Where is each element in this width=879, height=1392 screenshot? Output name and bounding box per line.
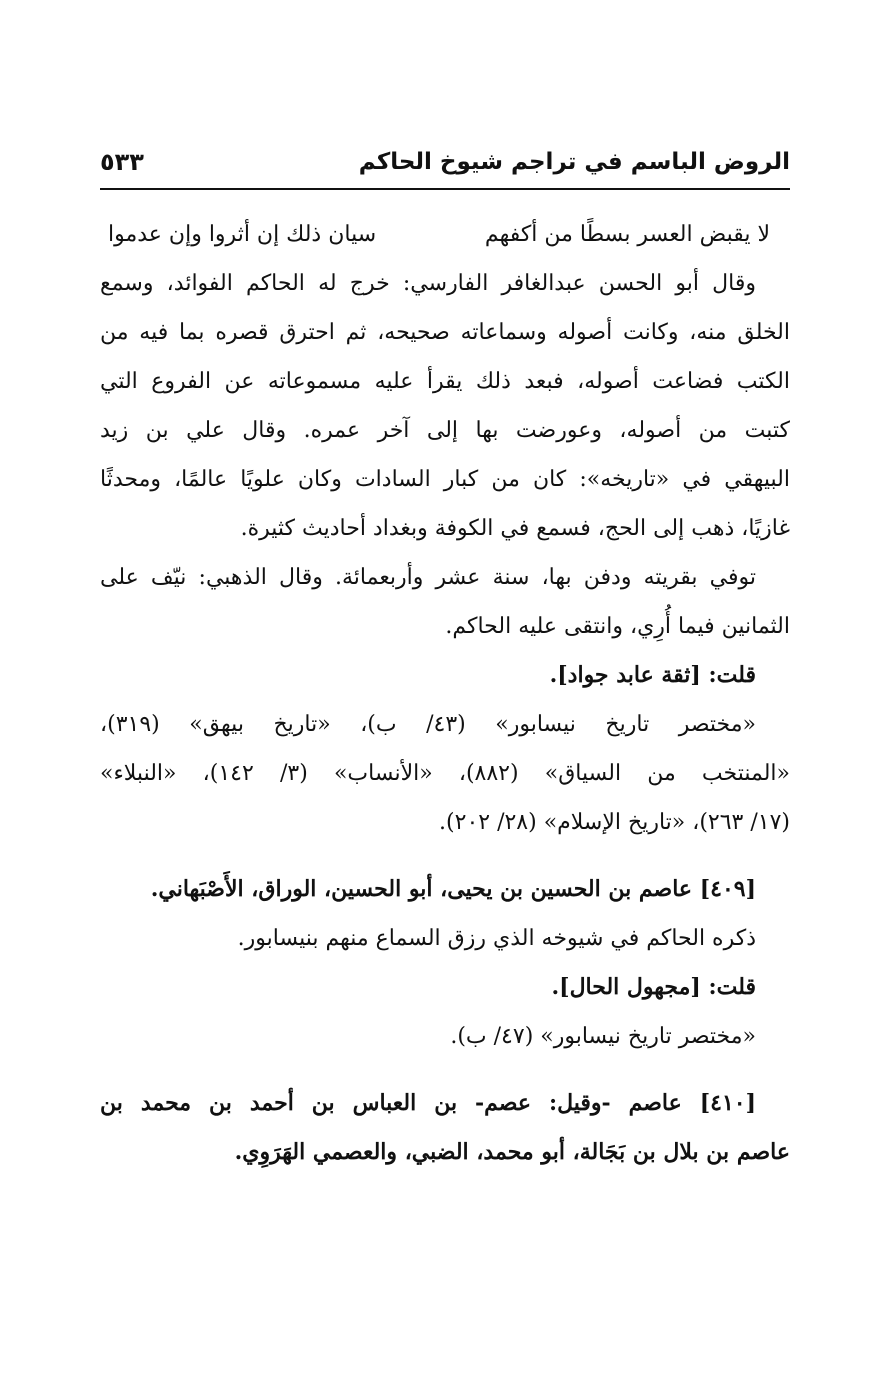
- running-title: الروض الباسم في تراجم شيوخ الحاكم: [358, 149, 790, 175]
- entry-heading: [٤٠٩] عاصم بن الحسين بن يحيى، أبو الحسين، الوراق، الأَصْبَهاني.: [150, 876, 756, 902]
- text-line: كتبت من أصوله، وعورضت بها إلى آخر عمره. وقال علي بن زيد: [100, 418, 790, 443]
- entry-spacer: [100, 847, 790, 865]
- text-line: الخلق منه، وكانت أصوله وسماعاته صحيحه، ثم احترق قصره بما فيه من: [100, 320, 790, 345]
- page-body: [100, 210, 790, 1177]
- text-line: توفي بقريته ودفن بها، سنة عشر وأربعمائة. وقال الذهبي: نيّف على: [100, 565, 756, 590]
- verse-second-hemistich: سيان ذلك إن أثروا وإن عدموا: [108, 222, 377, 247]
- sources-paragraph: [100, 700, 790, 847]
- running-header: [100, 140, 790, 186]
- entry-heading-continued: عاصم بن بلال بن بَجَالة، أبو محمد، الضبي، والعصمي الهَرَوِي.: [234, 1139, 790, 1165]
- verdict-line: قلت: [مجهول الحال].: [551, 974, 756, 1000]
- text-line: الثمانين فيما أُرِي، وانتقى عليه الحاكم.: [445, 614, 790, 639]
- text-line: وقال أبو الحسن عبدالغافر الفارسي: خرج له الحاكم الفوائد، وسمع: [100, 271, 756, 296]
- entry-410: [100, 1079, 790, 1177]
- page-number: ٥٣٣: [100, 148, 144, 176]
- entry-heading: [٤١٠] عاصم -وقيل: عصم- بن العباس بن أحمد بن محمد بن: [100, 1090, 756, 1116]
- text-line: ذكره الحاكم في شيوخه الذي رزق السماع منهم بنيسابور.: [237, 926, 756, 951]
- text-line: البيهقي في «تاريخه»: كان من كبار السادات وكان علويًا عالمًا، ومحدثًا: [100, 467, 790, 492]
- header-rule: [100, 188, 790, 190]
- text-line: غازيًا، ذهب إلى الحج، فسمع في الكوفة وبغداد أحاديث كثيرة.: [240, 516, 790, 541]
- poem-verse: [100, 210, 790, 259]
- source-line: «مختصر تاريخ نيسابور» (٤٧/ ب).: [450, 1024, 756, 1049]
- paragraph-death: [100, 553, 790, 651]
- verdict-line: قلت: [ثقة عابد جواد].: [549, 662, 756, 688]
- text-line: الكتب فضاعت أصوله، فبعد ذلك يقرأ عليه مسموعاته عن الفروع التي: [100, 369, 790, 394]
- verse-first-hemistich: لا يقبض العسر بسطًا من أكفهم: [484, 222, 770, 247]
- source-line: «مختصر تاريخ نيسابور» (٤٣/ ب)، «تاريخ بيهق» (٣١٩)،: [100, 712, 756, 737]
- entry-409: [100, 865, 790, 1061]
- paragraph-biography: [100, 259, 790, 553]
- source-line: (١٧/ ٢٦٣)، «تاريخ الإسلام» (٢٨/ ٢٠٢).: [439, 810, 790, 835]
- entry-spacer: [100, 1061, 790, 1079]
- source-line: «المنتخب من السياق» (٨٨٢)، «الأنساب» (٣/ ١٤٢)، «النبلاء»: [100, 761, 790, 786]
